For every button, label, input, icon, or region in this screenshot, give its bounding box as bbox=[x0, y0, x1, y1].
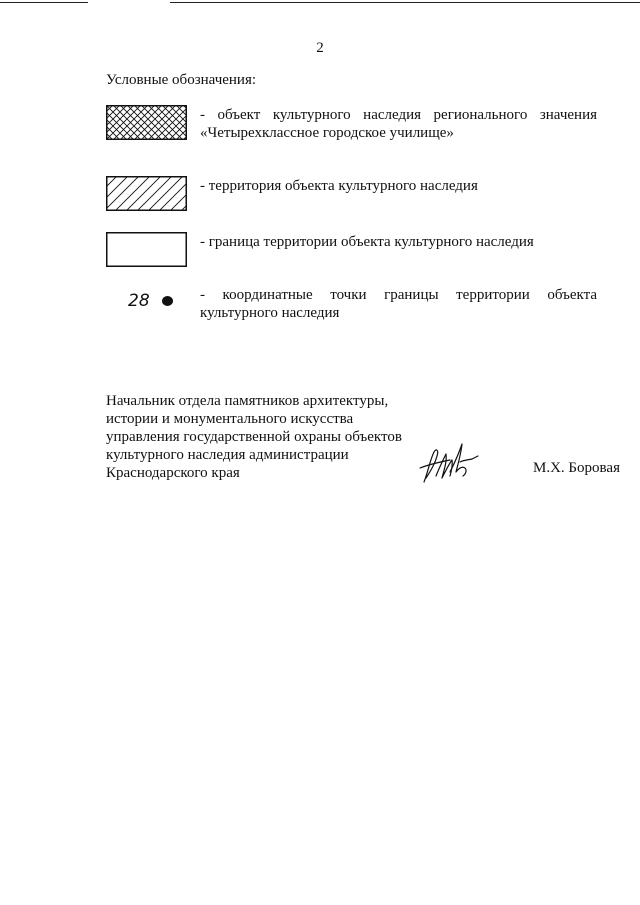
cross-hatch-swatch bbox=[106, 105, 187, 140]
diagonal-hatch-swatch bbox=[106, 176, 187, 211]
legend-title: Условные обозначения: bbox=[106, 72, 257, 88]
position-line: управления государственной охраны объектов bbox=[106, 429, 402, 445]
legend-item-text: - объект культурного наследия регионального значения bbox=[200, 107, 597, 123]
point-dot-icon bbox=[162, 296, 173, 306]
legend-item-territory bbox=[200, 177, 597, 195]
point-number-label: 28 bbox=[128, 291, 150, 311]
signer-name: М.Х. Боровая bbox=[533, 460, 620, 476]
position-line: культурного наследия администрации bbox=[106, 447, 349, 463]
position-line: истории и монументального искусства bbox=[106, 411, 354, 427]
legend-item-coordinates bbox=[200, 286, 597, 322]
page-number: 2 bbox=[316, 40, 324, 56]
top-rule-right bbox=[170, 2, 640, 3]
top-rule-left bbox=[0, 2, 88, 3]
legend-item-boundary bbox=[200, 233, 597, 251]
legend-item-text-cont: «Четырехклассное городское училище» bbox=[200, 125, 454, 141]
legend-item-text-cont: культурного наследия bbox=[200, 305, 340, 321]
legend-item-text: - координатные точки границы территории объекта bbox=[200, 287, 597, 303]
signatory-position bbox=[106, 392, 402, 482]
legend-item-heritage-object bbox=[200, 106, 597, 142]
position-line: Начальник отдела памятников архитектуры, bbox=[106, 393, 389, 409]
legend-item-text: - территория объекта культурного наследия bbox=[200, 178, 478, 194]
legend-item-text: - граница территории объекта культурного наследия bbox=[200, 234, 534, 250]
handwritten-signature bbox=[416, 438, 480, 495]
boundary-swatch bbox=[106, 232, 187, 267]
position-line: Краснодарского края bbox=[106, 465, 240, 481]
